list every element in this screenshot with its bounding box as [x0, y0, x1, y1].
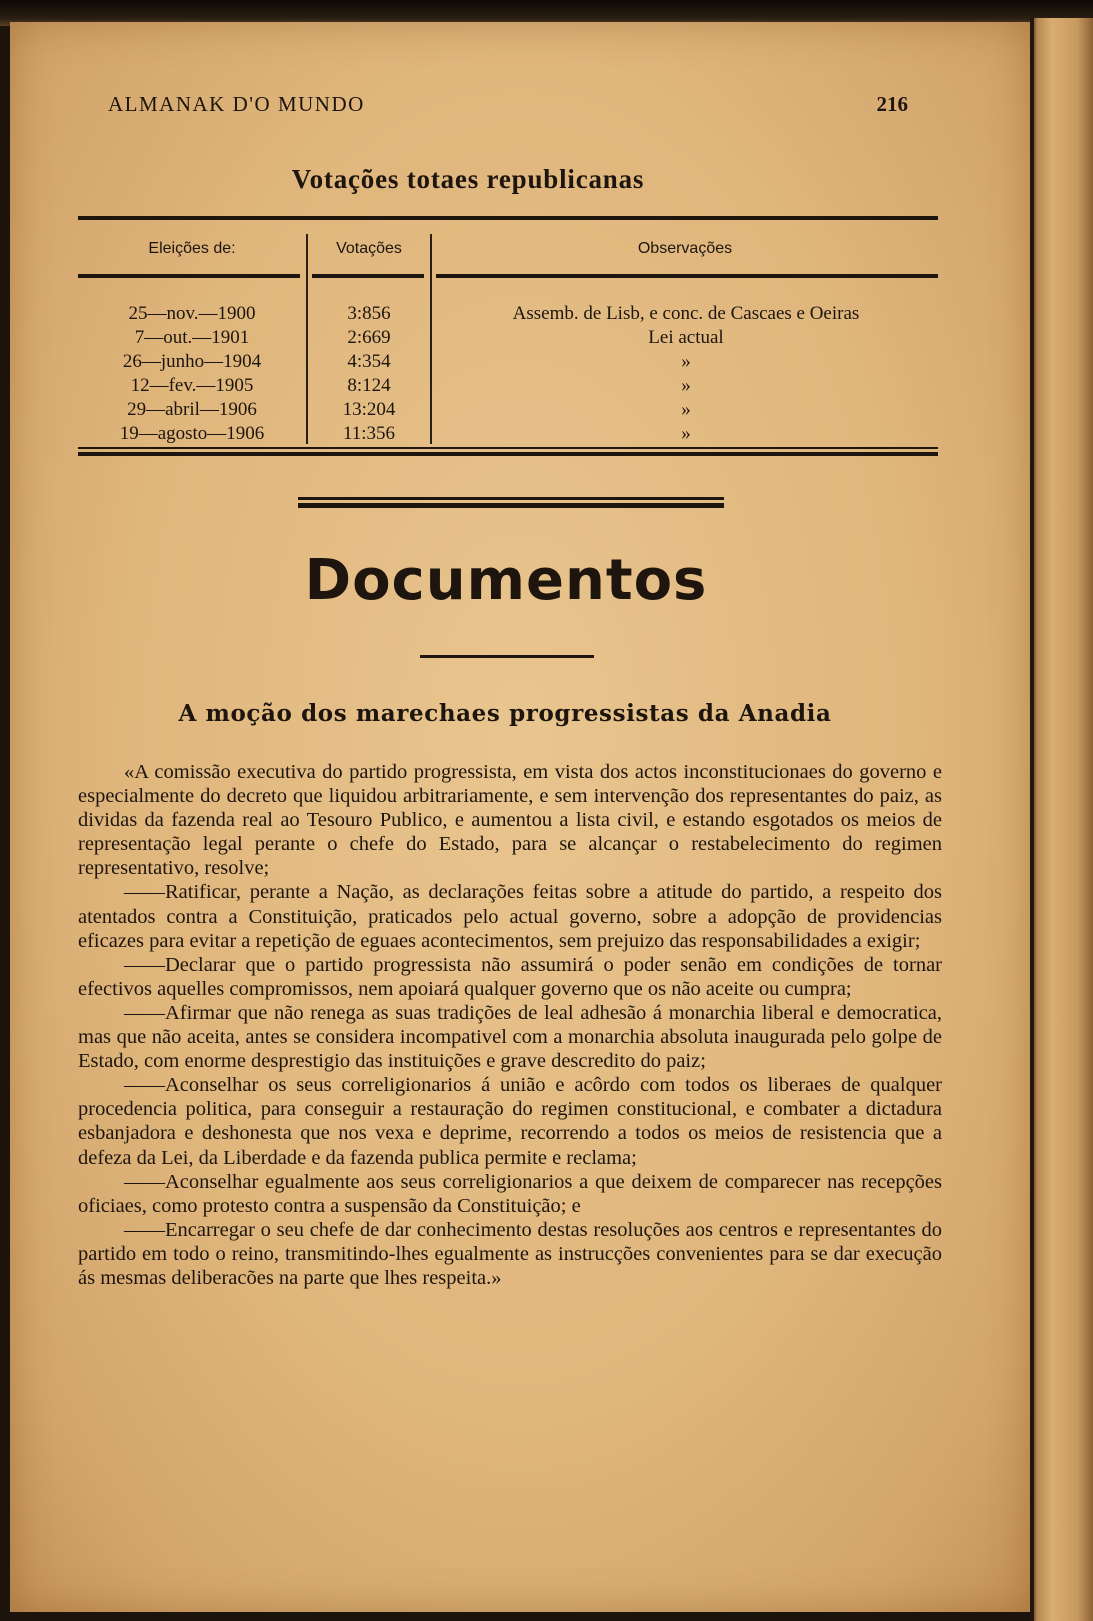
article-title — [0, 700, 1020, 727]
table-cell-date: 29—abril—1906 — [127, 399, 257, 420]
paragraph: «A comissão executiva do partido progressista, em vista dos actos inconstitucionaes do governo e especialmente do decreto que liquidou arbitrariamente, e sem intervenção dos representantes do paiz, as dividas da fazenda real ao Tesouro Publico, e aumentou a lista civil, e estando esgotados os meios de representação legal perante o chefe do Estado, para se alcançar o restabelecimento do regimen representativo, resolve; — [78, 761, 942, 880]
table-top-rule — [78, 216, 938, 220]
table-cell-note: Assemb. de Lisb, e conc. de Cascaes e Oeiras — [512, 303, 860, 324]
table-cell-date: 26—junho—1904 — [122, 351, 262, 372]
section-title — [0, 548, 1020, 613]
table-cell-note: » — [681, 399, 691, 420]
col-header-rule — [436, 274, 938, 278]
running-title: ALMANAK D'O MUNDO — [108, 92, 365, 116]
article-body — [78, 760, 942, 1290]
short-rule — [420, 655, 594, 658]
next-page-edge — [1030, 18, 1093, 1621]
col-header-votes: Votações — [336, 240, 402, 257]
col-header-notes: Observações — [637, 240, 733, 257]
page-number: 216 — [876, 92, 908, 116]
table-cell-votes: 3:856 — [347, 303, 391, 324]
decorative-rule — [298, 497, 724, 509]
table-cell-votes: 13:204 — [342, 399, 396, 420]
table-cell-votes: 11:356 — [342, 423, 396, 444]
article-title-text: A moção dos marechaes progressistas da Anadia — [178, 700, 832, 727]
running-head — [108, 92, 908, 122]
table-cell-note: » — [681, 423, 691, 444]
table-cell-note: » — [681, 351, 691, 372]
paragraph: ——Declarar que o partido progressista não assumirá o poder senão em condições de tornar efectivos aquelles compromissos, nem apoiará qualquer governo que os não aceite ou cumpra; — [78, 953, 942, 1000]
column-separator — [430, 234, 432, 444]
paragraph: ——Aconselhar os seus correligionarios á união e acôrdo com todos os liberaes de qualquer procedencia politica, para conseguir a restauração do regimen constitucional, e combater a dictadura esbanjadora e deshonesta que nos vexa e deprime, recorrendo a todos os meios de resistencia que a defeza da Lei, da Liberdade e da fazenda publica permite e reclama; — [78, 1074, 942, 1169]
page-gutter-line — [1030, 18, 1034, 1621]
table-cell-votes: 8:124 — [347, 375, 391, 396]
table-cell-date: 25—nov.—1900 — [128, 303, 256, 324]
table-bottom-rule — [78, 447, 938, 449]
table-cell-note: Lei actual — [648, 327, 724, 348]
table-cell-date: 12—fev.—1905 — [130, 375, 254, 396]
section-title-text: Documentos — [304, 548, 708, 613]
paragraph: ——Ratificar, perante a Nação, as declarações feitas sobre a atitude do partido, a respeito dos atentados contra a Constituição, praticados pelo actual governo, sobre a adopção de providencias eficazes para evitar a repetição de eguaes acontecimentos, sem prejuizo das responsabilidades a exigir; — [78, 881, 942, 952]
table-title-text: Votações totaes republicanas — [291, 164, 645, 194]
col-header-rule — [312, 274, 424, 278]
table-cell-votes: 4:354 — [347, 351, 391, 372]
table-cell-date: 7—out.—1901 — [134, 327, 250, 348]
paragraph: ——Encarregar o seu chefe de dar conhecimento destas resoluções aos centros e representantes do partido em todo o reino, transmitindo-lhes egualmente as instrucções convenientes para se dar execução ás mesmas deliberacões na parte que lhes respeita.» — [78, 1218, 942, 1289]
col-header-elections: Eleições de: — [148, 240, 236, 257]
votes-table — [78, 216, 938, 456]
paragraph: ——Afirmar que não renega as suas tradições de leal adhesão á monarchia liberal e democratica, mas que não aceita, antes se considera incompativel com a monarchia absoluta inaugurada pelo golpe de Estado, com enorme desprestigio das instituições e grave descredito do paiz; — [78, 1001, 942, 1073]
table-cell-note: » — [681, 375, 691, 396]
table-title — [0, 164, 1020, 195]
col-header-rule — [78, 274, 300, 278]
table-cell-votes: 2:669 — [347, 327, 391, 348]
paragraph: ——Aconselhar egualmente aos seus correligionarios a que deixem de comparecer nas recepções oficiaes, como protesto contra a suspensão da Constituição; e — [78, 1170, 942, 1217]
table-bottom-rule — [78, 452, 938, 456]
table-cell-date: 19—agosto—1906 — [119, 423, 265, 444]
